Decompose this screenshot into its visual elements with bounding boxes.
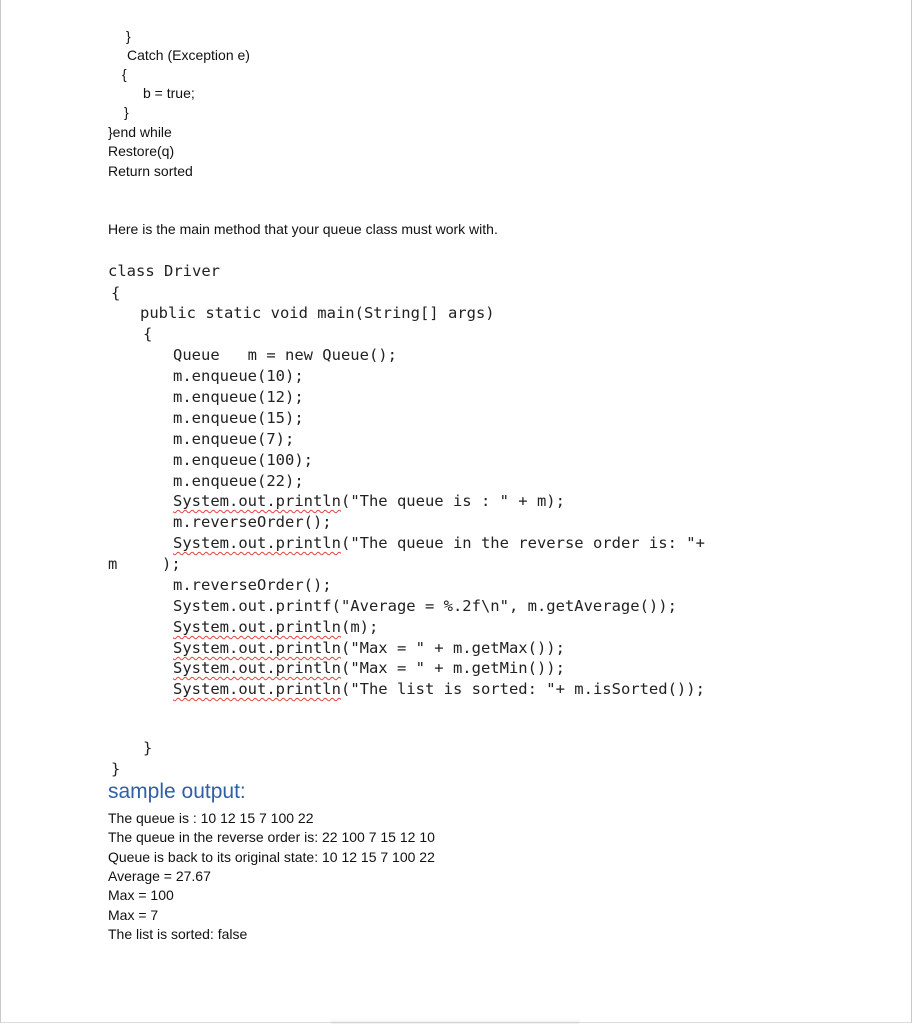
spellcheck-println: System.out.println <box>173 639 341 657</box>
sample-output-line: The queue in the reverse order is: 22 100 7 15 12 10 <box>108 829 435 845</box>
code-line-3: m.enqueue(12); <box>173 388 304 406</box>
code-line-16: System.out.println("The list is sorted: "+ m.isSorted()); <box>173 680 705 698</box>
code-method-open-brace: { <box>143 325 153 343</box>
sample-output-line: Average = 27.67 <box>108 868 211 884</box>
code-line-15: System.out.println("Max = " + m.getMin()); <box>173 659 565 677</box>
spellcheck-println: System.out.println <box>173 492 341 510</box>
pseudocode-open-brace: { <box>122 66 127 82</box>
intro-paragraph: Here is the main method that your queue class must work with. <box>108 221 498 237</box>
code-method-close-brace: } <box>143 739 153 757</box>
sample-output-line: The queue is : 10 12 15 7 100 22 <box>108 810 314 826</box>
pseudocode-close-brace: } <box>126 28 131 44</box>
code-line-12: System.out.printf("Average = %.2f\n", m.getAverage()); <box>173 597 677 615</box>
code-line-5: m.enqueue(7); <box>173 430 295 448</box>
code-line-10-wrap-m: m <box>108 555 118 573</box>
pseudocode-return: Return sorted <box>108 163 193 179</box>
sample-output-line: The list is sorted: false <box>108 926 248 942</box>
code-line-10-wrap: ); <box>162 555 181 573</box>
sample-output-line: Max = 7 <box>108 907 159 923</box>
code-line-10: System.out.println("The queue in the reverse order is: "+ <box>173 534 705 552</box>
pseudocode-assign-line: b = true; <box>143 85 195 101</box>
spellcheck-println: System.out.println <box>173 618 341 636</box>
code-class-close-brace: } <box>111 760 121 778</box>
code-line-13: System.out.println(m); <box>173 618 379 636</box>
sample-output-line: Queue is back to its original state: 10 12 15 7 100 22 <box>108 849 435 865</box>
spellcheck-println: System.out.println <box>173 659 341 677</box>
page-bottom-shadow <box>330 1018 580 1024</box>
pseudocode-restore: Restore(q) <box>108 143 175 159</box>
pseudocode-end-while: }end while <box>108 124 172 140</box>
sample-output-line: Max = 100 <box>108 887 174 903</box>
code-method-declaration: public static void main(String[] args) <box>140 304 495 322</box>
code-line-14: System.out.println("Max = " + m.getMax()); <box>173 639 565 657</box>
code-line-8: System.out.println("The queue is : " + m); <box>173 492 565 510</box>
code-line-7: m.enqueue(22); <box>173 472 304 490</box>
pseudocode-catch-line: Catch (Exception e) <box>127 47 250 63</box>
code-line-6: m.enqueue(100); <box>173 451 313 469</box>
code-line-4: m.enqueue(15); <box>173 409 304 427</box>
spellcheck-println: System.out.println <box>173 680 341 698</box>
code-line-2: m.enqueue(10); <box>173 367 304 385</box>
pseudocode-close-brace-2: } <box>124 104 129 120</box>
code-line-9: m.reverseOrder(); <box>173 513 332 531</box>
code-line-11: m.reverseOrder(); <box>173 576 332 594</box>
code-line-1: Queue m = new Queue(); <box>173 346 397 364</box>
spellcheck-println: System.out.println <box>173 534 341 552</box>
code-class-declaration: class Driver <box>108 262 220 280</box>
code-class-open-brace: { <box>111 284 121 302</box>
sample-output-heading: sample output: <box>108 780 246 803</box>
